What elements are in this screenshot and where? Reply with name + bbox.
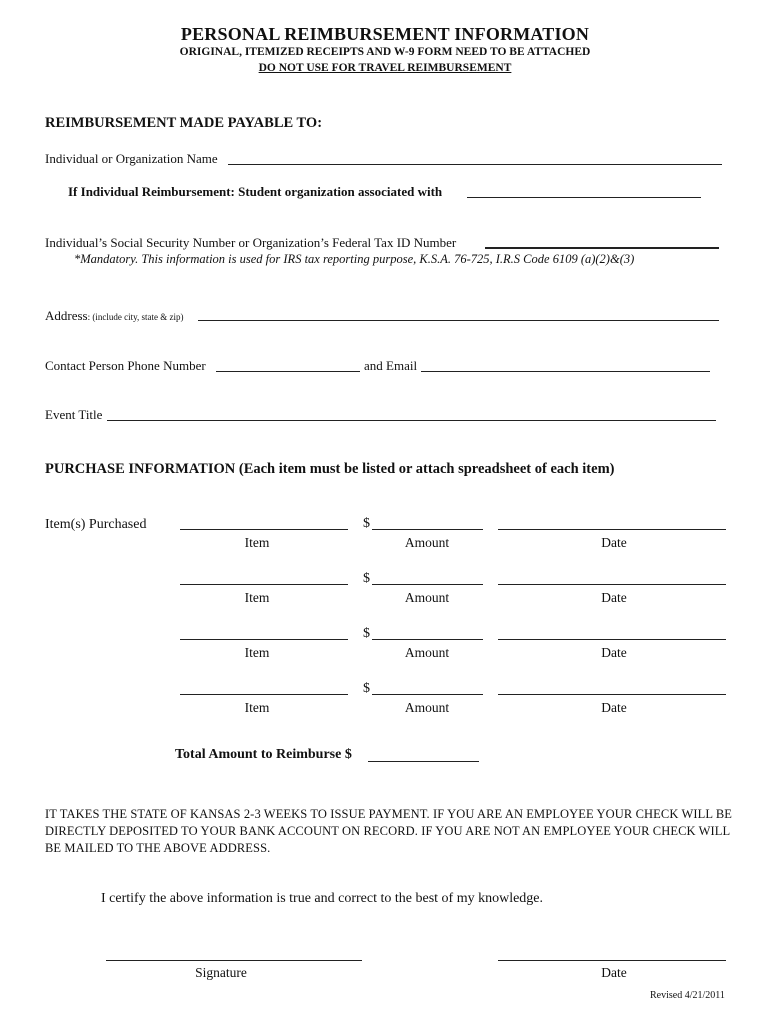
amount-underline <box>372 694 483 695</box>
amount-field[interactable] <box>374 680 481 694</box>
date-field[interactable] <box>500 515 724 529</box>
amount-caption: Amount <box>404 700 450 715</box>
amount-field[interactable] <box>374 570 481 584</box>
item-caption: Item <box>244 590 270 605</box>
item-underline <box>180 694 348 695</box>
date-caption: Date <box>601 700 627 715</box>
item-caption: Item <box>244 535 270 550</box>
purchase-heading: PURCHASE INFORMATION (Each item must be listed or attach spreadsheet of each item) <box>45 461 615 477</box>
name-field[interactable] <box>232 150 720 164</box>
payee-heading: REIMBURSEMENT MADE PAYABLE TO: <box>45 115 323 131</box>
item-caption: Item <box>244 700 270 715</box>
student-org-label: If Individual Reimbursement: Student organization associated with <box>68 184 443 199</box>
item-field[interactable] <box>182 515 346 529</box>
event-title-field[interactable] <box>110 406 714 420</box>
item-field[interactable] <box>182 625 346 639</box>
revision-date: Revised 4/21/2011 <box>650 990 725 1001</box>
dollar-sign: $ <box>363 626 370 641</box>
event-title-underline <box>107 420 716 421</box>
address-label-group <box>45 308 184 324</box>
name-label: Individual or Organization Name <box>45 151 218 166</box>
item-underline <box>180 584 348 585</box>
amount-caption: Amount <box>404 535 450 550</box>
payment-notice: IT TAKES THE STATE OF KANSAS 2-3 WEEKS TO ISSUE PAYMENT. IF YOU ARE AN EMPLOYEE YOUR CHECK WILL BE DIRECTLY DEPOSITED TO YOUR BANK ACCOUNT ON RECORD. IF YOU ARE NOT AN EMPLOYEE YOUR CHECK WILL BE MAILED TO THE ABOVE ADDRESS. <box>45 807 733 855</box>
amount-caption: Amount <box>404 590 450 605</box>
event-title-label: Event Title <box>45 407 103 422</box>
address-underline <box>198 320 719 321</box>
tax-id-underline <box>485 247 719 249</box>
form-title: PERSONAL REIMBURSEMENT INFORMATION <box>180 24 590 44</box>
address-label: Address <box>45 308 88 323</box>
tax-id-label: Individual’s Social Security Number or Organization’s Federal Tax ID Number <box>45 235 457 250</box>
total-label: Total Amount to Reimburse $ <box>175 747 352 762</box>
item-underline <box>180 529 348 530</box>
item-field[interactable] <box>182 680 346 694</box>
amount-field[interactable] <box>374 515 481 529</box>
amount-underline <box>372 639 483 640</box>
address-field[interactable] <box>200 306 716 320</box>
item-caption: Item <box>244 645 270 660</box>
email-underline <box>421 371 710 372</box>
total-underline <box>368 761 479 762</box>
date-underline <box>498 694 726 695</box>
date-field[interactable] <box>500 570 724 584</box>
item-field[interactable] <box>182 570 346 584</box>
tax-id-note: *Mandatory. This information is used for IRS tax reporting purpose, K.S.A. 76-725, I.R.S Code 6109 (a)(2)&(3) <box>74 252 635 266</box>
date-underline <box>498 639 726 640</box>
dollar-sign: $ <box>363 516 370 531</box>
amount-underline <box>372 529 483 530</box>
phone-field[interactable] <box>218 357 358 371</box>
student-org-field[interactable] <box>470 183 698 197</box>
address-hint: : (include city, state & zip) <box>87 312 184 322</box>
total-amount-field[interactable] <box>370 747 477 761</box>
email-field[interactable] <box>424 357 708 371</box>
signature-line[interactable] <box>106 960 362 961</box>
name-underline <box>228 164 722 165</box>
date-field[interactable] <box>500 680 724 694</box>
sign-date-line <box>498 960 726 961</box>
date-caption: Date <box>601 535 627 550</box>
item-underline <box>180 639 348 640</box>
amount-field[interactable] <box>374 625 481 639</box>
sign-date-caption: Date <box>601 965 627 980</box>
date-caption: Date <box>601 590 627 605</box>
amount-caption: Amount <box>404 645 450 660</box>
items-purchased-label: Item(s) Purchased <box>45 517 147 532</box>
dollar-sign: $ <box>363 571 370 586</box>
signature-caption: Signature <box>195 965 247 980</box>
student-org-underline <box>467 197 701 198</box>
tax-id-field[interactable] <box>488 233 716 247</box>
date-underline <box>498 584 726 585</box>
amount-underline <box>372 584 483 585</box>
phone-label: Contact Person Phone Number <box>45 358 206 373</box>
sign-date-field[interactable] <box>500 946 724 960</box>
phone-underline <box>216 371 360 372</box>
travel-warning: DO NOT USE FOR TRAVEL REIMBURSEMENT <box>258 62 512 74</box>
attachment-requirement: ORIGINAL, ITEMIZED RECEIPTS AND W-9 FORM NEED TO BE ATTACHED <box>179 46 591 58</box>
date-caption: Date <box>601 645 627 660</box>
certification-statement: I certify the above information is true and correct to the best of my knowledge. <box>101 891 544 906</box>
email-label: and Email <box>364 358 418 373</box>
date-field[interactable] <box>500 625 724 639</box>
date-underline <box>498 529 726 530</box>
dollar-sign: $ <box>363 681 370 696</box>
